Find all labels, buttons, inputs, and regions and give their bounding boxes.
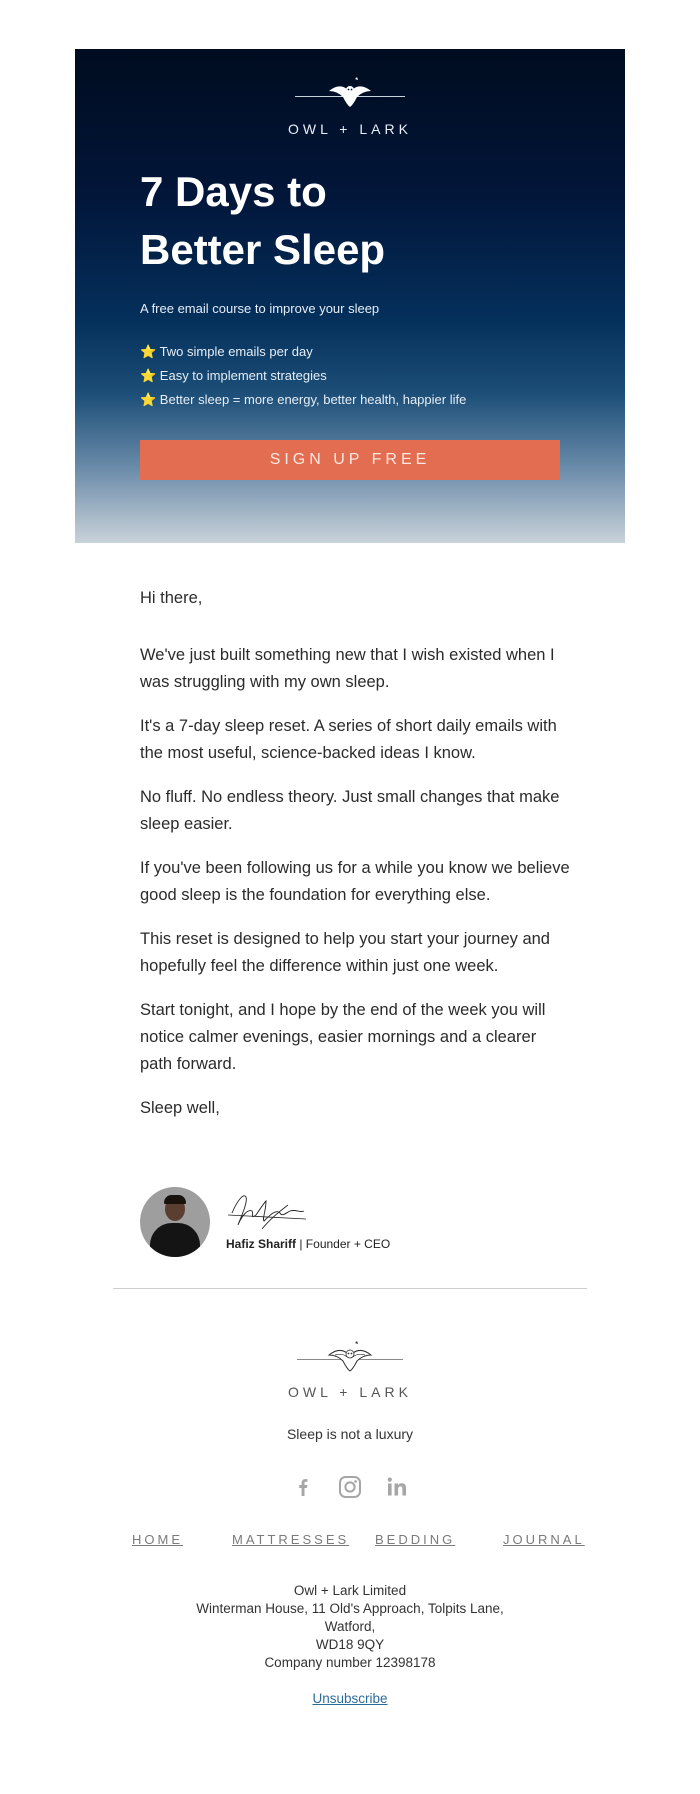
address-line: Winterman House, 11 Old's Approach, Tolpits Lane, (196, 1601, 504, 1616)
signature-name-line (226, 1237, 390, 1251)
divider (113, 1288, 587, 1289)
address-line: WD18 9QY (315, 1637, 385, 1652)
footer-tagline: Sleep is not a luxury (286, 1426, 414, 1442)
footer-nav-home[interactable]: HOME (132, 1532, 183, 1547)
hero-bullet: ⭐ Better sleep = more energy, better health, happier life (140, 392, 467, 407)
social-links (0, 1474, 700, 1500)
unsubscribe-link[interactable]: Unsubscribe (312, 1691, 388, 1706)
hero-banner (75, 49, 625, 543)
footer-nav-mattresses[interactable]: MATTRESSES (232, 1532, 350, 1547)
sign-up-free-button[interactable]: SIGN UP FREE (140, 440, 560, 480)
letter-paragraph: We've just built something new that I wish existed when I was struggling with my own sleep. (140, 646, 555, 691)
avatar (140, 1187, 210, 1257)
footer-nav (132, 1532, 585, 1552)
letter-paragraph: This reset is designed to help you start your journey and hopefully feel the difference within just one week. (140, 930, 550, 975)
hero-bullet-list (140, 340, 600, 412)
letter-paragraph: No fluff. No endless theory. Just small changes that make sleep easier. (140, 788, 560, 833)
avatar-torso (150, 1223, 200, 1257)
address-line: Watford, (324, 1619, 376, 1634)
footer-nav-bedding[interactable]: BEDDING (375, 1532, 456, 1547)
signature-role: | Founder + CEO (299, 1237, 391, 1251)
unsubscribe-row (0, 1690, 700, 1708)
hero-title (140, 163, 540, 279)
signature-block (140, 1187, 570, 1259)
letter-paragraph: It's a 7-day sleep reset. A series of short daily emails with the most useful, science-backed ideas I know. (140, 717, 557, 762)
linkedin-icon[interactable] (384, 1474, 410, 1500)
handwritten-signature (226, 1189, 308, 1233)
brand-wordmark: OWL + LARK (288, 1384, 412, 1400)
signoff: Sleep well, (140, 1099, 220, 1117)
hero-bullet: ⭐ Two simple emails per day (140, 344, 313, 359)
brand-wordmark: OWL + LARK (288, 121, 412, 137)
letter-paragraph: Start tonight, and I hope by the end of the week you will notice calmer evenings, easier mornings and a clearer path forward. (140, 1001, 546, 1073)
footer-logo[interactable] (0, 1344, 700, 1404)
company-address (0, 1582, 700, 1672)
avatar-hair (164, 1195, 186, 1204)
hero-subtitle: A free email course to improve your sleep (140, 301, 380, 316)
hero-logo[interactable] (75, 67, 625, 137)
signature-name: Hafiz Shariff (226, 1237, 297, 1251)
address-line: Company number 12398178 (264, 1655, 436, 1670)
hero-title-line-1: 7 Days to (140, 168, 327, 215)
hero-bullet: ⭐ Easy to implement strategies (140, 368, 327, 383)
instagram-icon[interactable] (337, 1474, 363, 1500)
letter-paragraph: If you've been following us for a while you know we believe good sleep is the foundation for everything else. (140, 859, 570, 904)
address-line: Owl + Lark Limited (293, 1583, 407, 1598)
facebook-icon[interactable] (290, 1474, 316, 1500)
letter-body (140, 585, 570, 1139)
owl-icon (325, 1341, 375, 1373)
owl-icon (325, 77, 375, 109)
greeting: Hi there, (140, 589, 203, 607)
footer-nav-journal[interactable]: JOURNAL (503, 1532, 585, 1547)
hero-title-line-2: Better Sleep (140, 226, 386, 273)
